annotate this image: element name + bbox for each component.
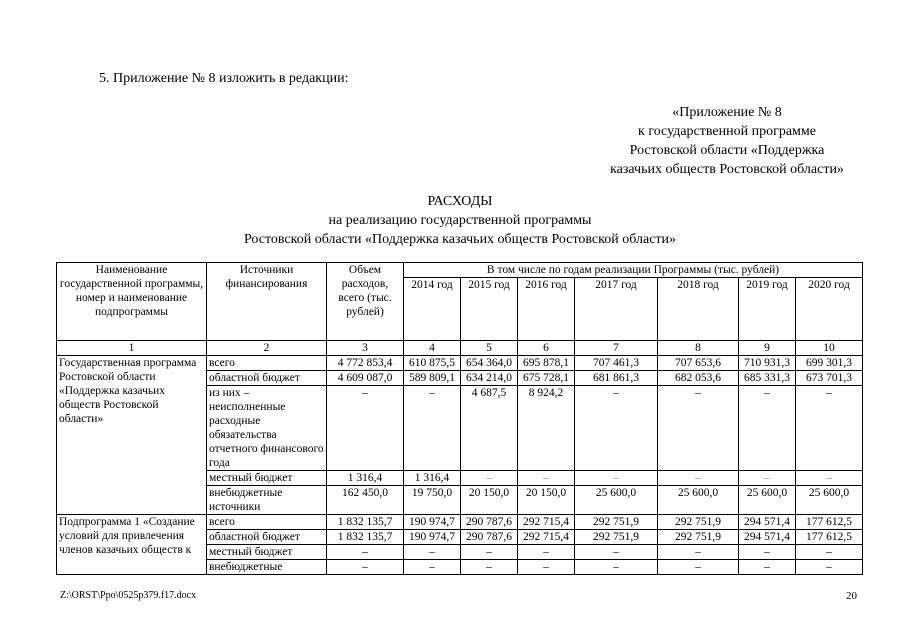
column-number: 8	[658, 341, 739, 356]
column-number: 6	[518, 341, 575, 356]
amount-cell: –	[739, 560, 796, 575]
funding-source: местный бюджет	[207, 471, 327, 486]
header-year: 2020 год	[796, 278, 863, 341]
amount-cell: 610 875,5	[404, 356, 461, 371]
amount-cell: 25 600,0	[575, 486, 658, 515]
amount-cell: –	[327, 545, 404, 560]
heading-title: РАСХОДЫ	[427, 194, 493, 209]
appendix-line: «Приложение № 8	[672, 105, 782, 120]
amount-cell: –	[658, 560, 739, 575]
amount-cell: 19 750,0	[404, 486, 461, 515]
amount-cell: 682 053,6	[658, 371, 739, 386]
table-body	[57, 356, 863, 575]
amount-cell: –	[575, 471, 658, 486]
funding-source: областной бюджет	[207, 371, 327, 386]
amount-cell: 294 571,4	[739, 530, 796, 545]
amount-cell: 25 600,0	[658, 486, 739, 515]
header-year: 2017 год	[575, 278, 658, 341]
amount-cell: 8 924,2	[518, 386, 575, 471]
amount-cell: –	[518, 560, 575, 575]
amount-cell: 294 571,4	[739, 515, 796, 530]
appendix-line: к государственной программе	[638, 124, 816, 139]
amount-cell: –	[658, 545, 739, 560]
amount-cell: 290 787,6	[461, 515, 518, 530]
header-year: 2018 год	[658, 278, 739, 341]
funding-source: местный бюджет	[207, 545, 327, 560]
amount-cell: 4 609 087,0	[327, 371, 404, 386]
amount-cell: 177 612,5	[796, 515, 863, 530]
amount-cell: 292 715,4	[518, 515, 575, 530]
heading-subtitle: Ростовской области «Поддержка казачьих обществ Ростовской области»	[243, 232, 677, 247]
amount-cell: –	[796, 560, 863, 575]
header-source: Источники финансирования	[207, 263, 327, 341]
funding-source: внебюджетные	[207, 560, 327, 575]
amount-cell: –	[404, 545, 461, 560]
amount-cell: –	[658, 386, 739, 471]
amount-cell: 290 787,6	[461, 530, 518, 545]
amount-cell: 190 974,7	[404, 515, 461, 530]
header-year: 2014 год	[404, 278, 461, 341]
amount-cell: 4 772 853,4	[327, 356, 404, 371]
expenses-table	[56, 262, 863, 575]
file-path: Z:\ORST\Ppo\0525p379.f17.docx	[60, 590, 197, 601]
column-number: 10	[796, 341, 863, 356]
header-by-years: В том числе по годам реализации Программы (тыс. рублей)	[404, 263, 863, 278]
amount-cell: 681 861,3	[575, 371, 658, 386]
heading-subtitle: на реализацию государственной программы	[328, 213, 592, 228]
document-heading	[195, 192, 725, 249]
amount-cell: 1 832 135,7	[327, 515, 404, 530]
amount-cell: –	[739, 545, 796, 560]
appendix-line: казачьих обществ Ростовской области»	[610, 162, 844, 177]
amount-cell: 25 600,0	[796, 486, 863, 515]
funding-source: из них – неисполненные расходные обязательства отчетного финансового года	[207, 386, 327, 471]
funding-source: областной бюджет	[207, 530, 327, 545]
amount-cell: 699 301,3	[796, 356, 863, 371]
appendix-line: Ростовской области «Поддержка	[629, 143, 825, 158]
funding-source: всего	[207, 515, 327, 530]
column-number: 1	[57, 341, 207, 356]
amount-cell: 20 150,0	[461, 486, 518, 515]
page-number: 20	[846, 590, 857, 602]
amount-cell: 1 832 135,7	[327, 530, 404, 545]
amount-cell: 707 461,3	[575, 356, 658, 371]
amount-cell: –	[575, 545, 658, 560]
amount-cell: 20 150,0	[518, 486, 575, 515]
amount-cell: 634 214,0	[461, 371, 518, 386]
intro-text: 5. Приложение № 8 изложить в редакции:	[99, 71, 349, 86]
amount-cell: –	[518, 471, 575, 486]
amount-cell: 673 701,3	[796, 371, 863, 386]
amount-cell: –	[461, 560, 518, 575]
amount-cell: 25 600,0	[739, 486, 796, 515]
program-name: Государственная программа Ростовской области «Поддержка казачьих обществ Ростовской области»	[57, 356, 207, 515]
header-volume: Объем расходов, всего (тыс. рублей)	[327, 263, 404, 341]
column-number: 3	[327, 341, 404, 356]
amount-cell: 177 612,5	[796, 530, 863, 545]
header-year: 2019 год	[739, 278, 796, 341]
table-row	[57, 356, 863, 371]
amount-cell: 292 751,9	[575, 515, 658, 530]
amount-cell: 685 331,3	[739, 371, 796, 386]
amount-cell: –	[461, 545, 518, 560]
column-number: 5	[461, 341, 518, 356]
program-name: Подпрограмма 1 «Создание условий для привлечения членов казачьих обществ к	[57, 515, 207, 575]
amount-cell: 292 715,4	[518, 530, 575, 545]
header-year: 2015 год	[461, 278, 518, 341]
amount-cell: –	[796, 471, 863, 486]
amount-cell: –	[796, 386, 863, 471]
amount-cell: 292 751,9	[575, 530, 658, 545]
amount-cell: –	[327, 386, 404, 471]
amount-cell: 707 653,6	[658, 356, 739, 371]
amount-cell: –	[658, 471, 739, 486]
column-number: 9	[739, 341, 796, 356]
column-number: 7	[575, 341, 658, 356]
amount-cell: –	[739, 386, 796, 471]
amount-cell: –	[575, 560, 658, 575]
amount-cell: 292 751,9	[658, 530, 739, 545]
amount-cell: 1 316,4	[327, 471, 404, 486]
appendix-caption	[588, 103, 866, 179]
column-number: 2	[207, 341, 327, 356]
funding-source: всего	[207, 356, 327, 371]
amount-cell: –	[796, 545, 863, 560]
amount-cell: –	[518, 545, 575, 560]
amount-cell: 589 809,1	[404, 371, 461, 386]
amount-cell: –	[327, 560, 404, 575]
amount-cell: 190 974,7	[404, 530, 461, 545]
amount-cell: 654 364,0	[461, 356, 518, 371]
amount-cell: –	[461, 471, 518, 486]
header-name: Наименование государственной программы, номер и наименование подпрограммы	[57, 263, 207, 341]
column-number: 4	[404, 341, 461, 356]
table-row	[57, 515, 863, 530]
amount-cell: 675 728,1	[518, 371, 575, 386]
amount-cell: 695 878,1	[518, 356, 575, 371]
amount-cell: 292 751,9	[658, 515, 739, 530]
amount-cell: 1 316,4	[404, 471, 461, 486]
amount-cell: 162 450,0	[327, 486, 404, 515]
amount-cell: –	[575, 386, 658, 471]
amount-cell: 4 687,5	[461, 386, 518, 471]
amount-cell: –	[739, 471, 796, 486]
amount-cell: –	[404, 560, 461, 575]
funding-source: внебюджетные источники	[207, 486, 327, 515]
header-year: 2016 год	[518, 278, 575, 341]
amount-cell: 710 931,3	[739, 356, 796, 371]
amount-cell: –	[404, 386, 461, 471]
